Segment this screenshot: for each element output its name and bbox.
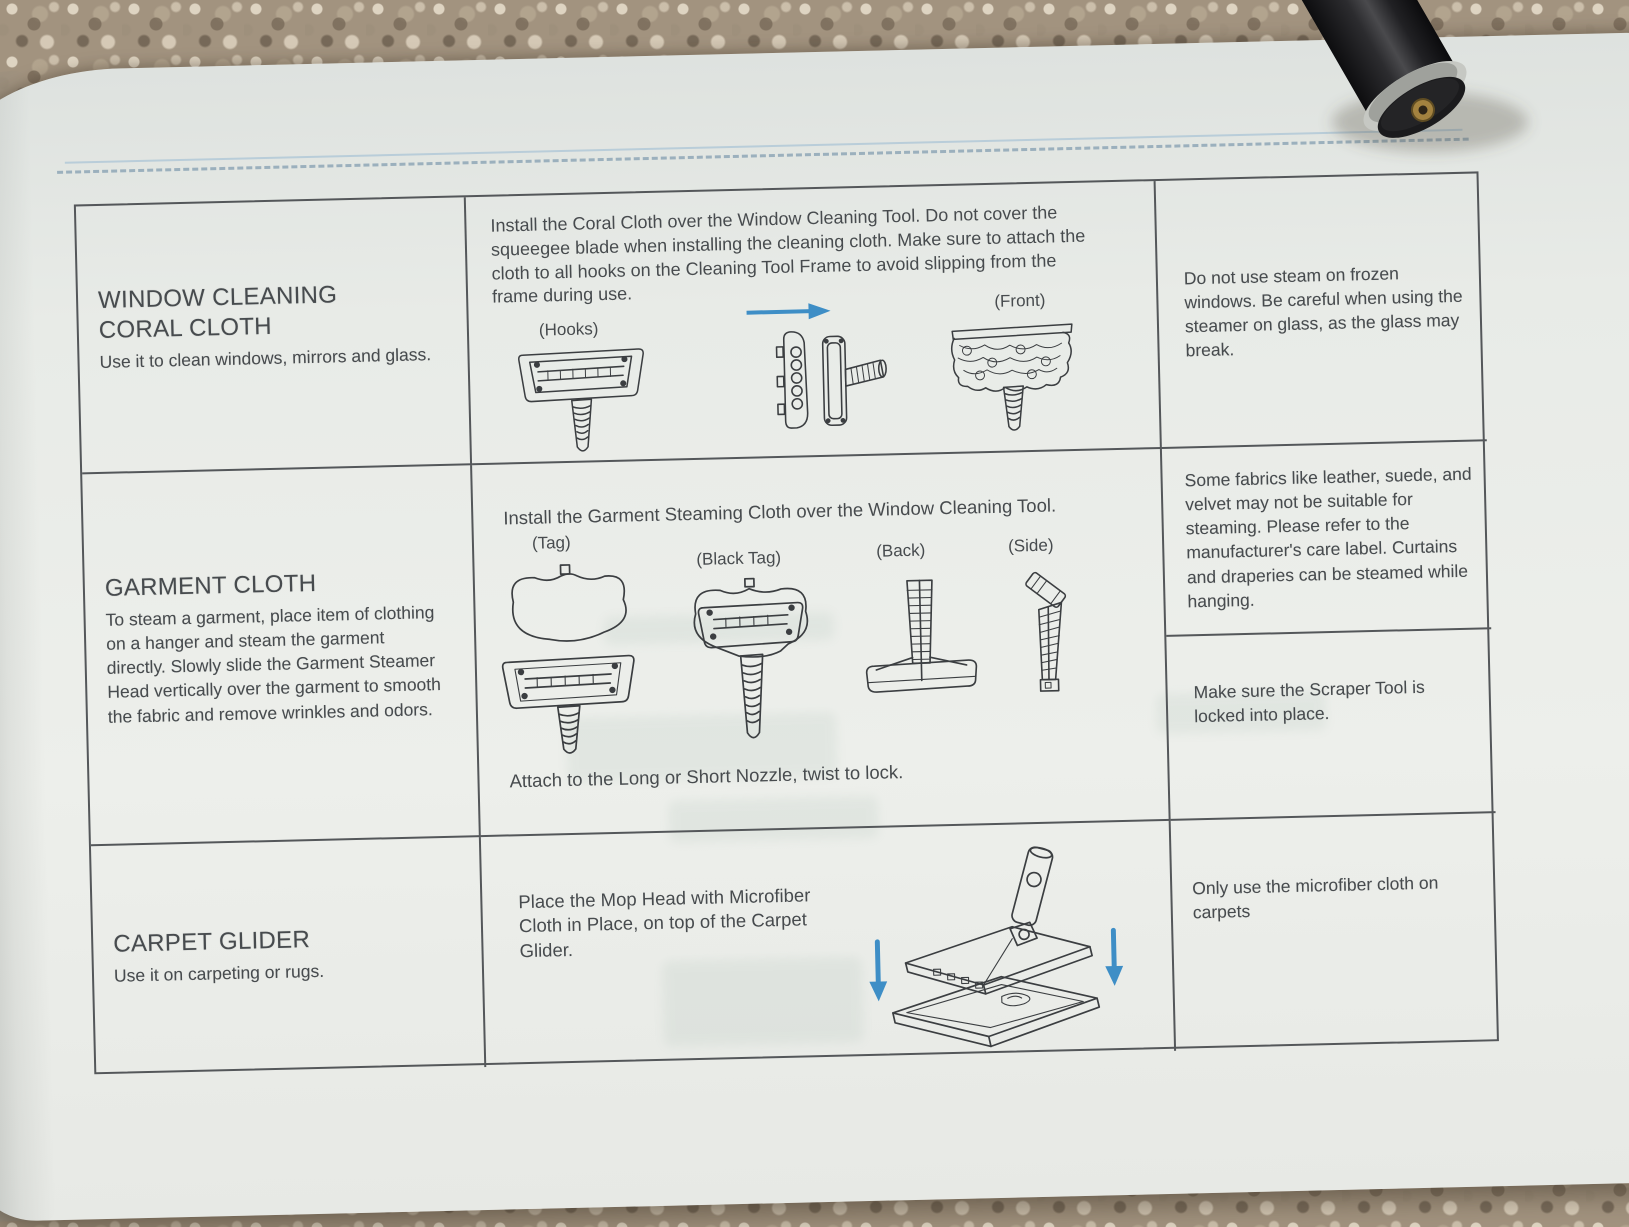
cell-scraper-note [1166, 629, 1495, 819]
side-label: (Side) [1007, 535, 1054, 556]
cell-garment-notes [1162, 441, 1496, 821]
row1-subtitle: Use it to clean windows, mirrors and glass. [99, 344, 432, 372]
row3-title: CARPET GLIDER [112, 926, 311, 958]
cell-glider-instructions [481, 821, 1176, 1067]
cell-window-cleaning-coral-cloth [76, 197, 472, 474]
cell-carpet-glider [91, 837, 486, 1076]
coral-cloth-front-illustration [937, 316, 1090, 438]
page-top-rule [65, 129, 1463, 164]
steamer-nozzle-object [1258, 0, 1578, 229]
back-label: (Back) [876, 540, 926, 562]
row1-note: Do not use steam on frozen windows. Be careful when using the steamer on glass, as the glass may break. [1183, 263, 1463, 361]
tool-back-illustration [857, 572, 985, 705]
right-arrow-icon [740, 300, 832, 324]
row2-attach-note: Attach to the Long or Short Nozzle, twist to lock. [509, 761, 904, 792]
row2-subtitle: To steam a garment, place item of clothing on a hanger and steam the garment directly. Slowly slide the Garment Steamer Head vertically over the garment to smooth the fabric and remove wrinkles and odors. [105, 602, 442, 727]
row1-instructions: Install the Coral Cloth over the Window Cleaning Tool. Do not cover the squeegee blade when installing the cleaning cloth. Make sure to attach the cloth to all hooks on the Cleaning Tool Frame to avoid slipping from the frame during use. [490, 202, 1086, 307]
hooks-label: (Hooks) [538, 319, 599, 340]
garment-cloth-tag-illustration [490, 556, 645, 759]
page-top-dashed-rule [57, 138, 1469, 174]
mop-on-carpet-glider-illustration [861, 840, 1134, 1051]
tag-label: (Tag) [531, 533, 571, 554]
cell-fabrics-note [1162, 441, 1491, 637]
row2-instructions: Install the Garment Steaming Cloth over the Window Cleaning Tool. [503, 494, 1057, 529]
row1-title: WINDOW CLEANING CORAL CLOTH [97, 281, 338, 344]
row3-subtitle: Use it on carpeting or rugs. [113, 960, 325, 986]
front-label: (Front) [994, 290, 1046, 311]
row3-note: Only use the microfiber cloth on carpets [1192, 872, 1439, 923]
tool-side-illustration [997, 567, 1088, 697]
accessories-instruction-table [74, 171, 1499, 1074]
row2-title: GARMENT CLOTH [104, 569, 317, 602]
cell-coral-cloth-instructions [466, 181, 1162, 465]
cell-garment-cloth [82, 465, 481, 846]
exploded-side-view-illustration [733, 320, 911, 446]
cell-glider-note [1171, 813, 1501, 1051]
row2-note-fabrics: Some fabrics like leather, suede, and velvet may not be suitable for steaming. Please refer to the manufacturer's care label. Curtains and draperies can be steamed while hanging. [1184, 463, 1472, 612]
row2-note-scraper: Make sure the Scraper Tool is locked into place. [1193, 676, 1425, 727]
window-tool-hooks-illustration [505, 338, 658, 460]
garment-cloth-installed-illustration [675, 571, 829, 749]
row3-instructions: Place the Mop Head with Microfiber Cloth in Place, on top of the Carpet Glider. [518, 884, 811, 962]
black-tag-label: (Black Tag) [696, 548, 782, 570]
row1-illustrations [493, 290, 1146, 455]
row2-illustrations [474, 515, 1167, 769]
cell-garment-instructions [472, 449, 1171, 837]
